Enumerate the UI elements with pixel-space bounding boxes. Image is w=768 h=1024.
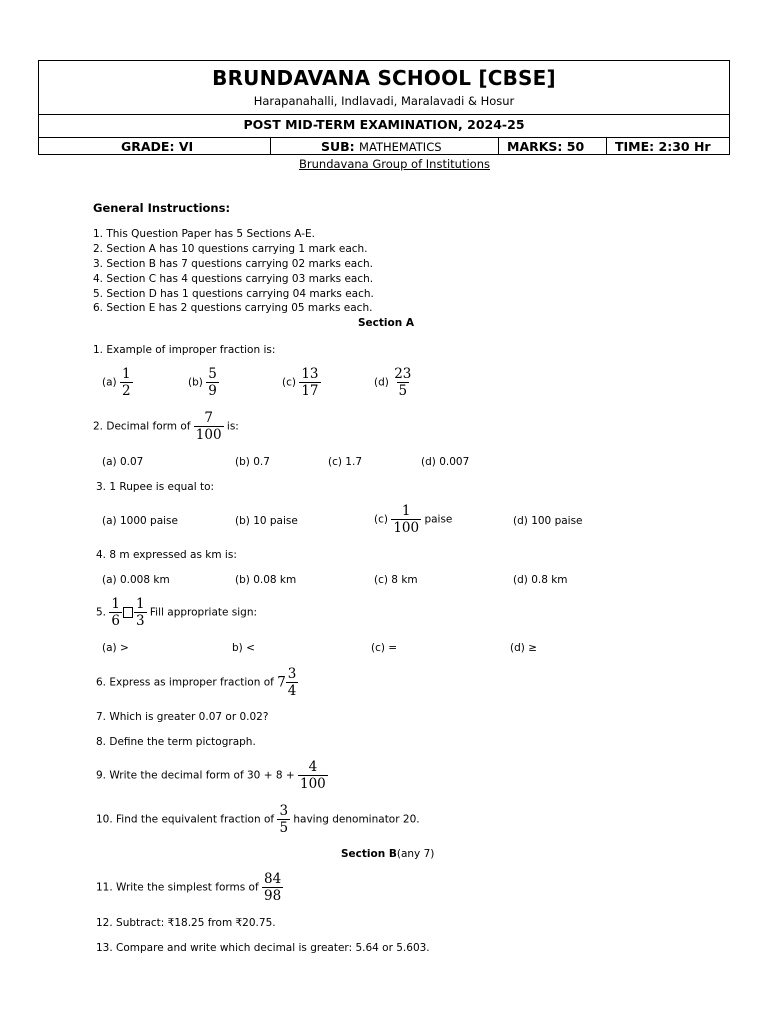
- fraction: $\frac{1}{6}$: [111, 596, 120, 629]
- divider: [270, 138, 271, 155]
- question-4: 4. 8 m expressed as km is:: [96, 549, 237, 561]
- q1-option-c: [282, 366, 321, 399]
- option-label: (c): [374, 513, 388, 526]
- q1-option-a: [102, 366, 133, 399]
- question-8: 8. Define the term pictograph.: [96, 736, 256, 748]
- instruction-item: 2. Section A has 10 questions carrying 1 mark each.: [93, 243, 368, 255]
- q5-option-a: (a) >: [102, 642, 129, 654]
- question-number: 5.: [96, 606, 107, 619]
- q3-option-b: (b) 10 paise: [235, 515, 298, 527]
- fraction: $\frac{23}{5}$: [394, 366, 412, 399]
- school-address: Harapanahalli, Indlavadi, Maralavadi & Hosur: [253, 94, 515, 108]
- question-6: [96, 666, 298, 699]
- section-b-title: [341, 848, 434, 860]
- marks-cell: MARKS: 50: [507, 139, 585, 154]
- q2-option-a: (a) 0.07: [102, 456, 144, 468]
- question-12: 12. Subtract: ₹18.25 from ₹20.75.: [96, 917, 276, 929]
- section-b-label: Section B: [341, 848, 397, 860]
- section-b-note: (any 7): [396, 848, 435, 860]
- divider: [39, 114, 729, 115]
- q3-option-d: (d) 100 paise: [513, 515, 583, 527]
- fraction: $\frac{7}{100}$: [195, 410, 222, 443]
- q5-option-d: (d) ≥: [510, 642, 537, 654]
- q4-option-d: (d) 0.8 km: [513, 574, 568, 586]
- instructions-title: General Instructions:: [93, 201, 231, 215]
- question-10: [96, 803, 420, 836]
- question-11: [96, 871, 283, 904]
- grade-cell: GRADE: VI: [121, 139, 194, 154]
- fraction: $\frac{84}{98}$: [264, 871, 282, 904]
- question-text: 10. Find the equivalent fraction of: [96, 813, 275, 826]
- q5-option-b: b) <: [232, 642, 255, 654]
- question-9: [96, 759, 328, 792]
- question-text: having denominator 20.: [293, 813, 420, 826]
- instruction-item: 5. Section D has 1 questions carrying 04 marks each.: [93, 288, 374, 300]
- fraction: $\frac{13}{17}$: [301, 366, 319, 399]
- divider: [39, 137, 729, 138]
- header-box: [38, 60, 730, 155]
- question-text: 11. Write the simplest forms of: [96, 881, 259, 894]
- fraction: $\frac{3}{4}$: [287, 666, 297, 699]
- instruction-item: 3. Section B has 7 questions carrying 02 marks each.: [93, 258, 374, 270]
- blank-box: [123, 607, 133, 618]
- option-text: paise: [424, 513, 453, 526]
- q4-option-a: (a) 0.008 km: [102, 574, 170, 586]
- q2-option-d: (d) 0.007: [421, 456, 470, 468]
- q5-option-c: (c) =: [371, 642, 398, 654]
- divider: [606, 138, 607, 155]
- option-label: (b): [188, 376, 203, 389]
- question-13: 13. Compare and write which decimal is greater: 5.64 or 5.603.: [96, 942, 430, 954]
- question-3: 3. 1 Rupee is equal to:: [96, 481, 215, 493]
- question-7: 7. Which is greater 0.07 or 0.02?: [96, 711, 269, 723]
- fraction: $\frac{4}{100}$: [300, 759, 326, 792]
- question-5: [96, 596, 257, 629]
- question-text: 6. Express as improper fraction of: [96, 676, 274, 689]
- q1-option-b: [188, 366, 219, 399]
- q4-option-b: (b) 0.08 km: [235, 574, 297, 586]
- question-text: Fill appropriate sign:: [149, 606, 258, 619]
- section-a-title: Section A: [358, 317, 414, 329]
- q1-option-d: [374, 366, 413, 399]
- fraction: $\frac{1}{2}$: [121, 366, 131, 399]
- time-cell: TIME: 2:30 Hr: [615, 139, 711, 154]
- question-2: [93, 410, 239, 443]
- instruction-item: 4. Section C has 4 questions carrying 03 marks each.: [93, 273, 374, 285]
- subject-label: SUB:: [321, 139, 355, 154]
- fraction: $\frac{1}{100}$: [393, 503, 420, 536]
- fraction: $\frac{1}{3}$: [135, 596, 145, 629]
- subject-cell: [321, 139, 442, 154]
- question-1: 1. Example of improper fraction is:: [93, 344, 276, 356]
- instruction-item: 6. Section E has 2 questions carrying 05 marks each.: [93, 302, 373, 314]
- option-label: (a): [102, 376, 117, 389]
- fraction: $\frac{5}{9}$: [208, 366, 217, 399]
- whole-number: 7: [277, 674, 286, 691]
- school-name: BRUNDAVANA SCHOOL [CBSE]: [212, 66, 556, 90]
- q2-option-c: (c) 1.7: [328, 456, 363, 468]
- divider: [498, 138, 499, 155]
- q4-option-c: (c) 8 km: [374, 574, 418, 586]
- option-label: (c): [282, 376, 296, 389]
- q2-option-b: (b) 0.7: [235, 456, 270, 468]
- exam-title: POST MID-TERM EXAMINATION, 2024-25: [243, 117, 525, 132]
- subject-value: MATHEMATICS: [359, 140, 442, 154]
- question-text: is:: [226, 420, 239, 433]
- q3-option-a: (a) 1000 paise: [102, 515, 178, 527]
- option-label: (d): [374, 376, 389, 389]
- q3-option-c: [374, 503, 452, 536]
- question-text: 2. Decimal form of: [93, 420, 191, 433]
- group-name: Brundavana Group of Institutions: [299, 157, 490, 171]
- question-text: 9. Write the decimal form of 30 + 8 +: [96, 769, 295, 782]
- instruction-item: 1. This Question Paper has 5 Sections A-E.: [93, 228, 315, 240]
- fraction: $\frac{3}{5}$: [279, 803, 289, 836]
